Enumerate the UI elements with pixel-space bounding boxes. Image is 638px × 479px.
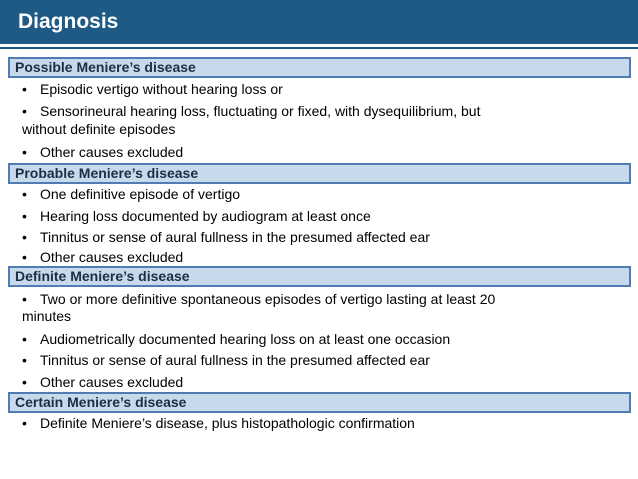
bullet-marker: • [22,374,27,390]
list-item: Tinnitus or sense of aural fullness in the presumed affected ear [40,352,430,368]
bullet-marker: • [22,144,27,160]
bullet-marker: • [22,81,27,97]
bullet-marker: • [22,186,27,202]
list-item: One definitive episode of vertigo [40,186,241,202]
list-item: Other causes excluded [40,374,184,390]
section-title-probable: Probable Meniere’s disease [15,165,199,181]
list-item: Hearing loss documented by audiogram at least once [40,208,371,224]
list-item: Episodic vertigo without hearing loss or [40,81,283,97]
list-item: Two or more definitive spontaneous episodes of vertigo lasting at least 20 [40,291,496,307]
section-title-possible: Possible Meniere’s disease [15,59,196,75]
list-item: Other causes excluded [40,249,184,265]
bullet-marker: • [22,208,27,224]
list-item-continuation: without definite episodes [22,121,176,137]
list-item: Other causes excluded [40,144,184,160]
list-item: Definite Meniere’s disease, plus histopathologic confirmation [40,415,415,431]
section-title-certain: Certain Meniere’s disease [15,394,187,410]
list-item: Sensorineural hearing loss, fluctuating or fixed, with dysequilibrium, but [40,103,481,119]
section-title-definite: Definite Meniere’s disease [15,268,190,284]
bullet-marker: • [22,249,27,265]
list-item: Tinnitus or sense of aural fullness in the presumed affected ear [40,229,430,245]
bullet-marker: • [22,415,27,431]
list-item: Audiometrically documented hearing loss on at least one occasion [40,331,451,347]
bullet-marker: • [22,291,27,307]
title-divider [0,47,638,49]
bullet-marker: • [22,331,27,347]
list-item-continuation: minutes [22,308,72,324]
bullet-marker: • [22,229,27,245]
page-title: Diagnosis [18,10,119,33]
title-bar [0,0,638,44]
bullet-marker: • [22,352,27,368]
bullet-marker: • [22,103,27,119]
